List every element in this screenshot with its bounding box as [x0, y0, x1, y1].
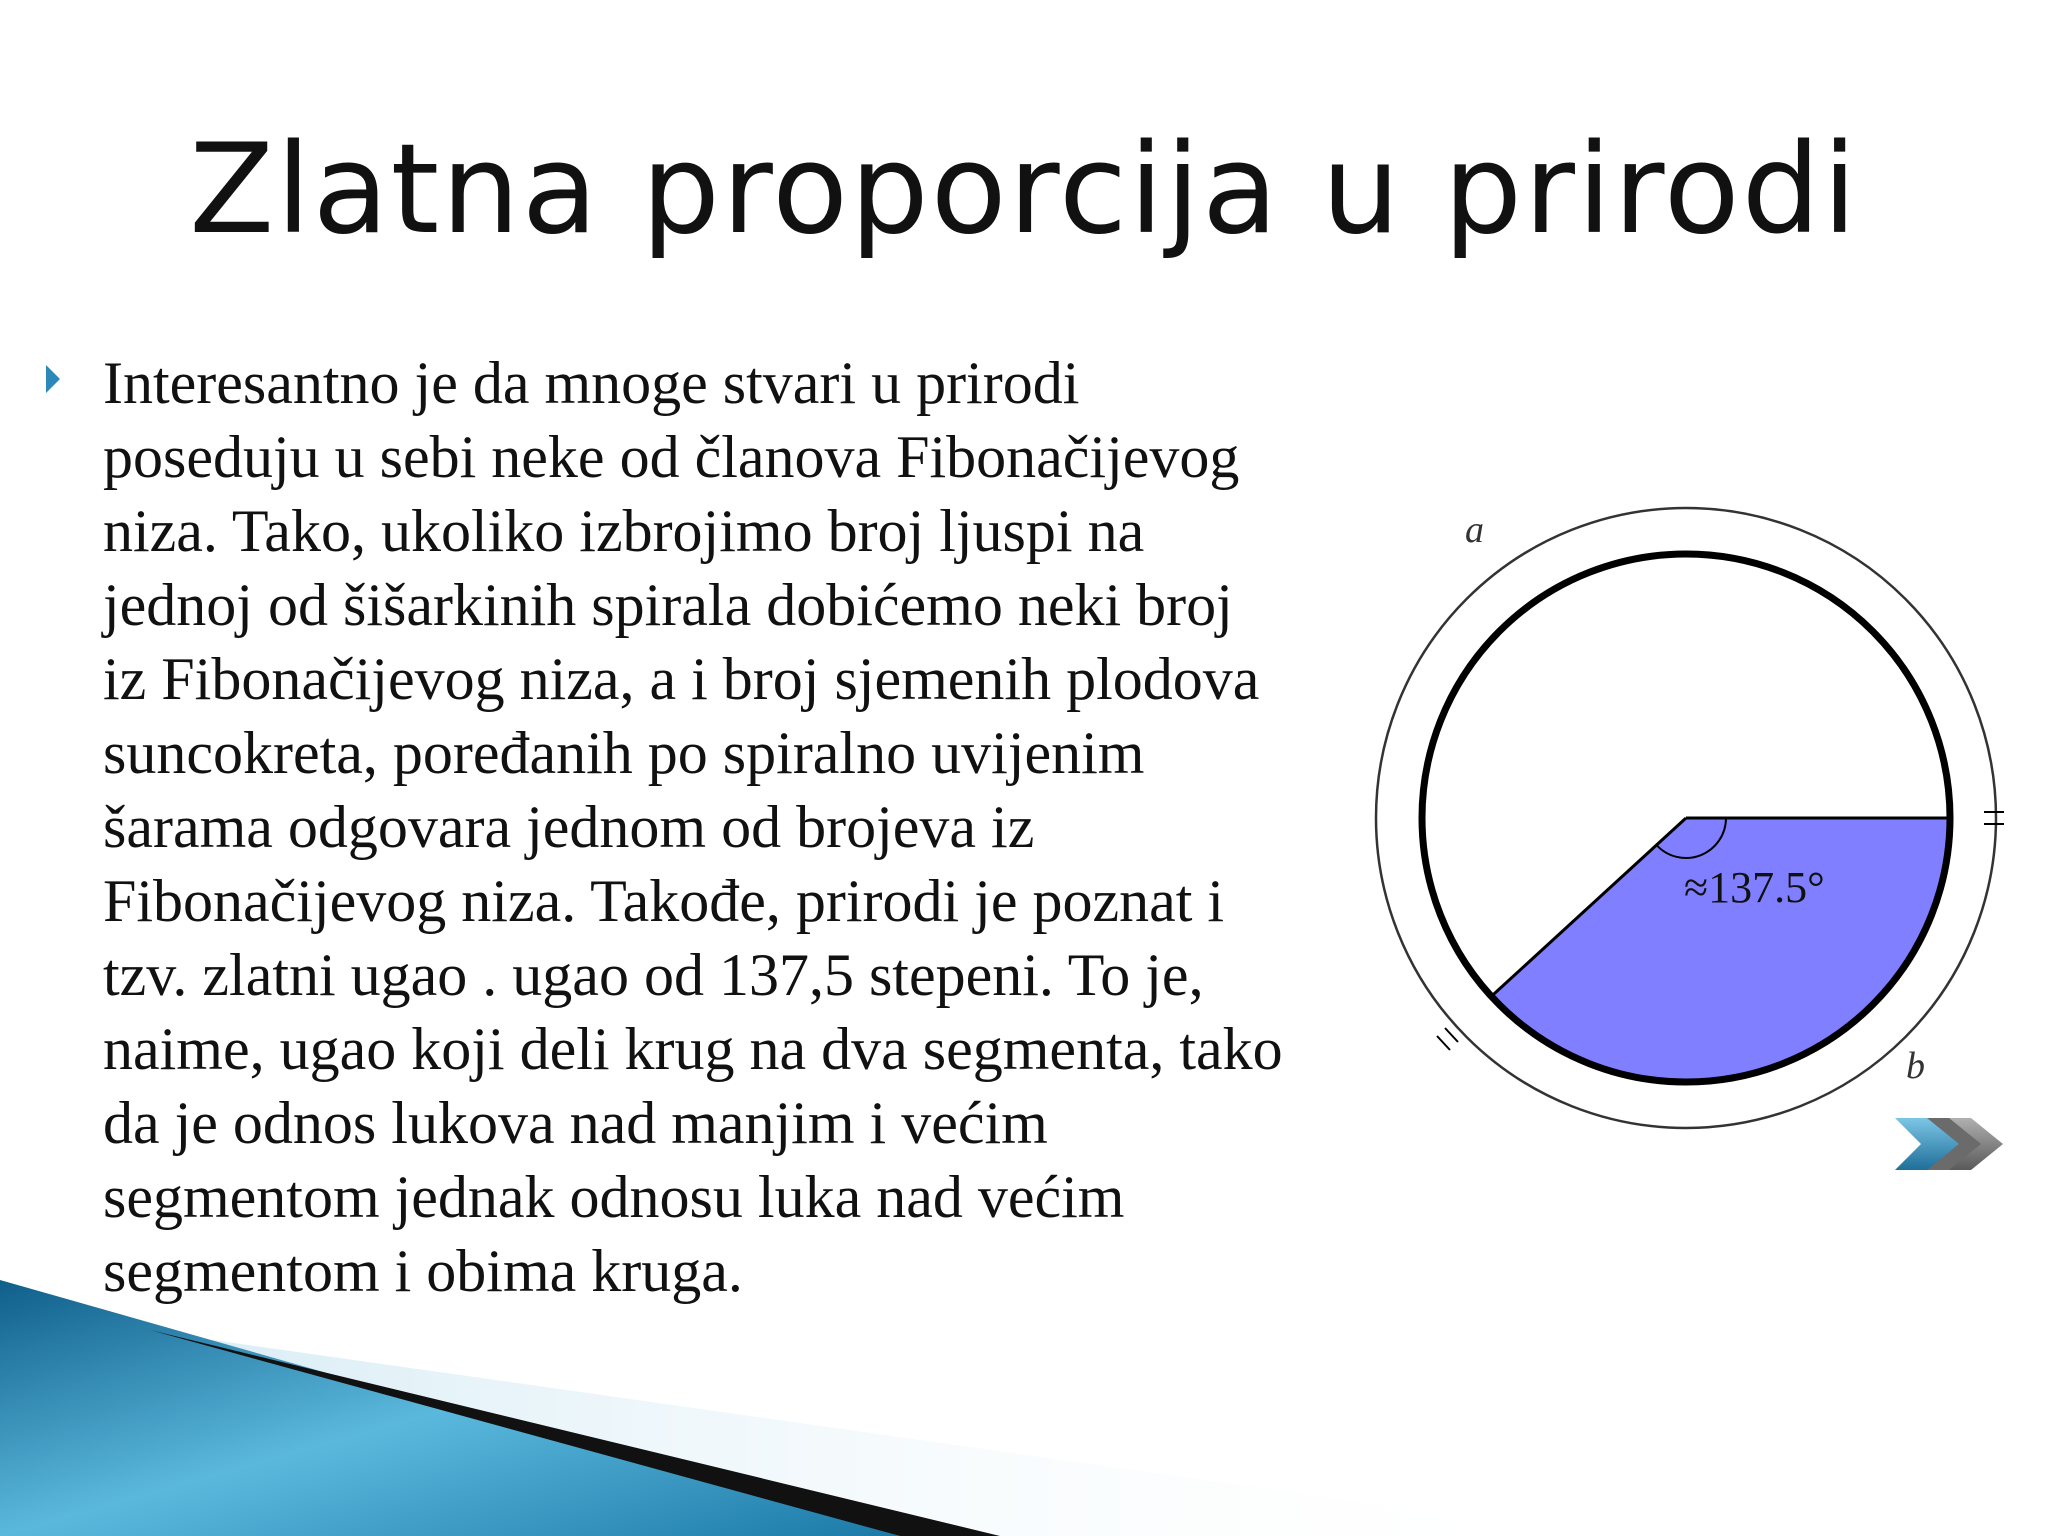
angle-label: ≈137.5°	[1684, 863, 1825, 912]
body-line: naime, ugao koji deli krug na dva segmenta, tako	[103, 1016, 1283, 1082]
body-line: jednoj od šišarkinih spirala dobićemo neki broj	[103, 572, 1233, 638]
body-line: Fibonačijevog niza. Takođe, prirodi je poznat i	[103, 868, 1225, 934]
body-line: poseduju u sebi neke od članova Fibonačijevog	[103, 424, 1240, 490]
bottom-swoosh-decoration	[0, 1280, 1600, 1536]
body-line: segmentom i obima kruga.	[103, 1238, 743, 1304]
body-line: suncokreta, poređanih po spiralno uvijenim	[103, 720, 1145, 786]
body-text	[103, 346, 1543, 1308]
golden-angle-sector	[1491, 818, 1950, 1082]
body-line: Interesantno je da mnoge stvari u prirodi	[103, 350, 1080, 416]
body-line: niza. Tako, ukoliko izbrojimo broj ljuspi na	[103, 498, 1145, 564]
slide-title: Zlatna proporcija u prirodi	[189, 118, 1859, 262]
tick-mark-left	[1445, 1028, 1458, 1042]
body-line: tzv. zlatni ugao . ugao od 137,5 stepeni. To je,	[103, 942, 1204, 1008]
body-line: segmentom jednak odnosu luka nad većim	[103, 1164, 1125, 1230]
body-line: iz Fibonačijevog niza, a i broj sjemenih plodova	[103, 646, 1260, 712]
body-line: šarama odgovara jednom od brojeva iz	[103, 794, 1035, 860]
next-chevrons-icon[interactable]	[1895, 1116, 2005, 1172]
body-line: da je odnos lukova nad manjim i većim	[103, 1090, 1048, 1156]
label-b: b	[1906, 1045, 1925, 1087]
bullet-icon	[46, 365, 60, 393]
golden-angle-figure	[1370, 500, 2030, 1160]
tick-mark-left	[1437, 1036, 1450, 1050]
label-a: a	[1465, 509, 1484, 551]
